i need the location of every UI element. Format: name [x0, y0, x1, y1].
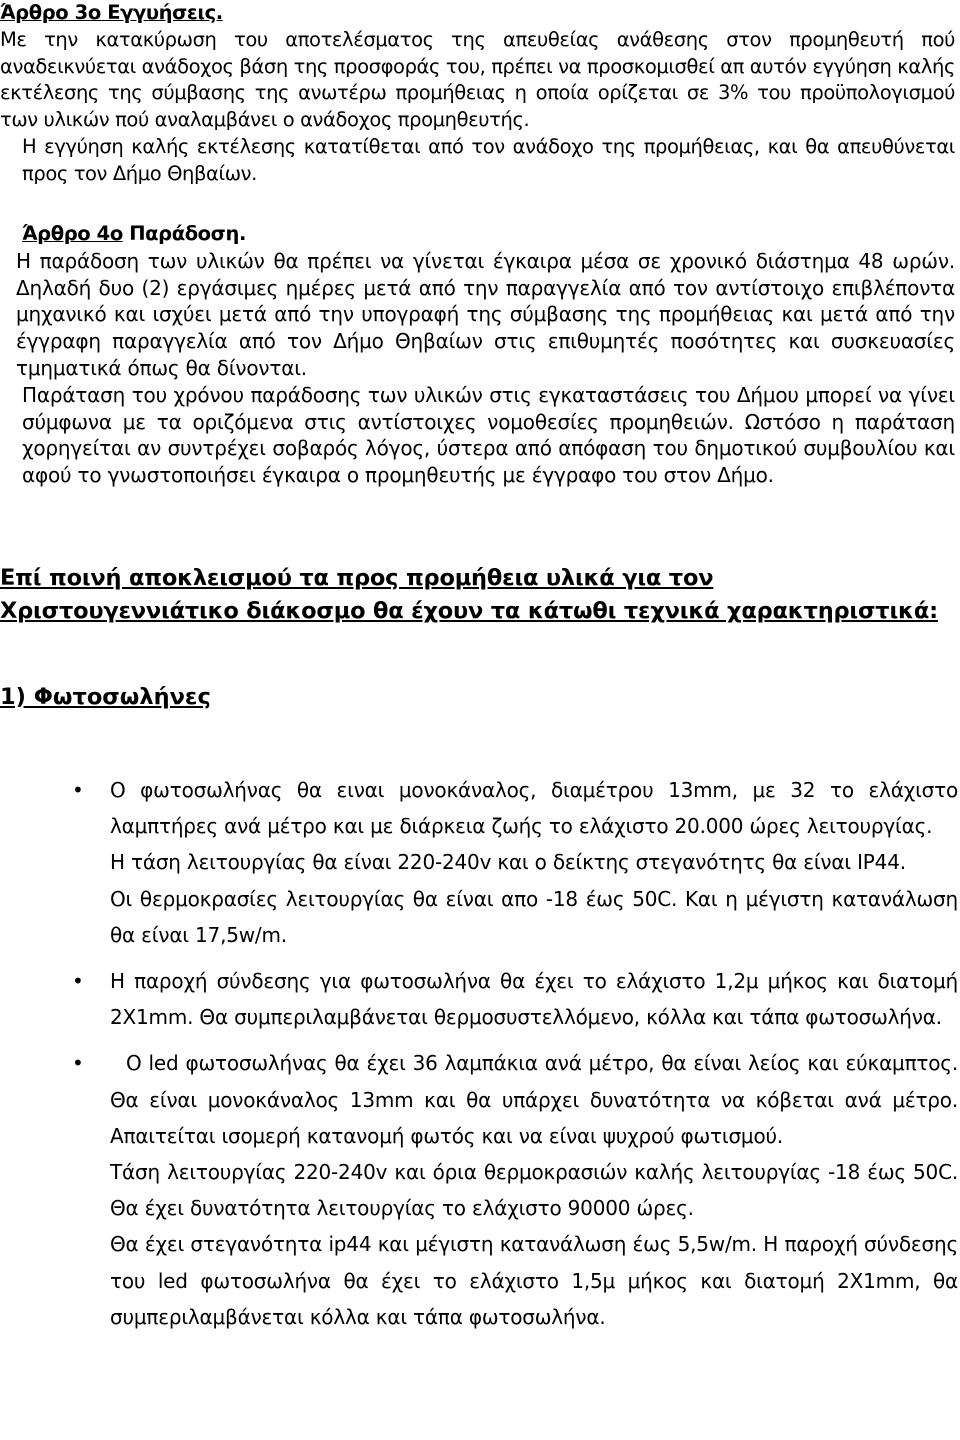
list-item: [0, 1045, 958, 1335]
article-4-paragraph-1: Η παράδοση των υλικών θα πρέπει να γίνεται έγκαιρα μέσα σε χρονικό διάστημα 48 ωρών. Δηλαδή δυο (2) εργάσιμες ημέρες μετά από την παραγγελία από τον αντίστοιχο επιβλέποντα μηχανικό και ισχύει μετά από την υπογραφή της σύμβασης της προμήθειας και μετά από την έγγραφη παραγγελία από τον Δήμο Θηβαίων στις επιθυμητές ποσότητες και συσκευασίες τμηματικά όπως θα δίνονται.: [16, 248, 955, 380]
bullet-icon: •: [72, 778, 84, 802]
bullet-icon: •: [72, 1051, 84, 1076]
list-item: [0, 772, 958, 953]
item-1-bullet-list: [0, 772, 958, 1335]
item-1-title: 1) Φωτοσωλήνες: [0, 684, 211, 710]
article-4-title: [0, 221, 955, 248]
article-3-paragraph-2: Η εγγύηση καλής εκτέλεσης κατατίθεται από τον ανάδοχο της προμήθειας, και θα απευθύνεται προς τον Δήμο Θηβαίων.: [22, 134, 955, 185]
section-title: Επί ποινή αποκλεισμού τα προς προμήθεια υλικά για τον Χριστουγεννιάτικο διάκοσμο θα έχουν τα κάτωθι τεχνικά χαρακτηριστικά:: [0, 565, 938, 624]
bullet-1-line-2: Η τάση λειτουργίας θα είναι 220-240v και ο δείκτης στεγανότητς θα είναι IP44.: [110, 850, 906, 875]
article-4-title-text: Παράδοση.: [122, 222, 246, 245]
bullet-1-line-3: Οι θερμοκρασίες λειτουργίας θα είναι απο -18 έως 50C. Και η μέγιστη κατανάλωση θα είναι 17,5w/m.: [110, 886, 958, 947]
bullet-1-line-1: Ο φωτοσωλήνας θα ειναι μονοκάναλος, διαμέτρου 13mm, με 32 το ελάχιστο λαμπτήρες ανά μέτρο και με διάρκεια ζωής το ελάχιστο 20.000 ώρες λειτουργίας.: [110, 778, 958, 839]
list-item: [0, 963, 958, 1035]
bullet-3-line-3: Θα έχει στεγανότητα ip44 και μέγιστη κατανάλωση έως 5,5w/m. Η παροχή σύνδεσης του led φωτοσωλήνα θα έχει το ελάχιστο 1,5μ μήκος και διατομή 2X1mm, θα συμπεριλαμβάνεται κόλλα και τάπα φωτοσωλήνα.: [110, 1232, 958, 1329]
bullet-3-line-1: Ο led φωτοσωλήνας θα έχει 36 λαμπάκια ανά μέτρο, θα είναι λείος και εύκαμπτος. Θα είναι μονοκάναλος 13mm και θα υπάρχει δυνατότητα να κόβεται ανά μέτρο. Απαιτείται ισομερή κατανομή φωτός και να είναι ψυχρού φωτισμού.: [110, 1051, 958, 1148]
article-4-title-number: Άρθρο 4ο: [22, 222, 123, 245]
bullet-3-line-2: Τάση λειτουργίας 220-240v και όρια θερμοκρασιών καλής λειτουργίας -18 έως 50C. Θα έχει δυνατότητα λειτουργίας το ελάχιστο 90000 ώρες.: [110, 1160, 958, 1221]
article-3: [0, 0, 955, 188]
article-3-paragraph-1: Με την κατακύρωση του αποτελέσματος της απευθείας ανάθεσης στον προμηθευτή πού αναδεικνύεται ανάδοχος βάση της προσφοράς του, πρέπει να προσκομισθεί απ αυτόν εγγύηση καλής εκτέλεσης της σύμβασης της ανωτέρω προμήθειας η οποία ορίζεται σε 3% του προϋπολογισμού των υλικών πού αναλαμβάνει ο ανάδοχος προμηθευτής.: [0, 27, 955, 132]
article-3-title: Άρθρο 3ο Εγγυήσεις.: [0, 1, 223, 24]
bullet-icon: •: [72, 969, 84, 994]
article-4-paragraph-2: Παράταση του χρόνου παράδοσης των υλικών στις εγκαταστάσεις του Δήμου μπορεί να γίνει σύμφωνα με τα οριζόμενα στις αντίστοιχες νομοθεσίες προμηθειών. Ωστόσο η παράταση χορηγείται αν συντρέχει σοβαρός λόγος, ύστερα από απόφαση του δημοτικού συμβουλίου και αφού το γνωστοποιήσει έγκαιρα ο προμηθευτής με έγγραφο του στον Δήμο.: [22, 382, 955, 488]
bullet-2-line-1: Η παροχή σύνδεσης για φωτοσωλήνα θα έχει το ελάχιστο 1,2μ μήκος και διατομή 2X1mm. Θα συμπεριλαμβάνεται θερμοσυστελλόμενο, κόλλα και τάπα φωτοσωλήνα.: [110, 969, 958, 1030]
article-4: [0, 221, 955, 489]
